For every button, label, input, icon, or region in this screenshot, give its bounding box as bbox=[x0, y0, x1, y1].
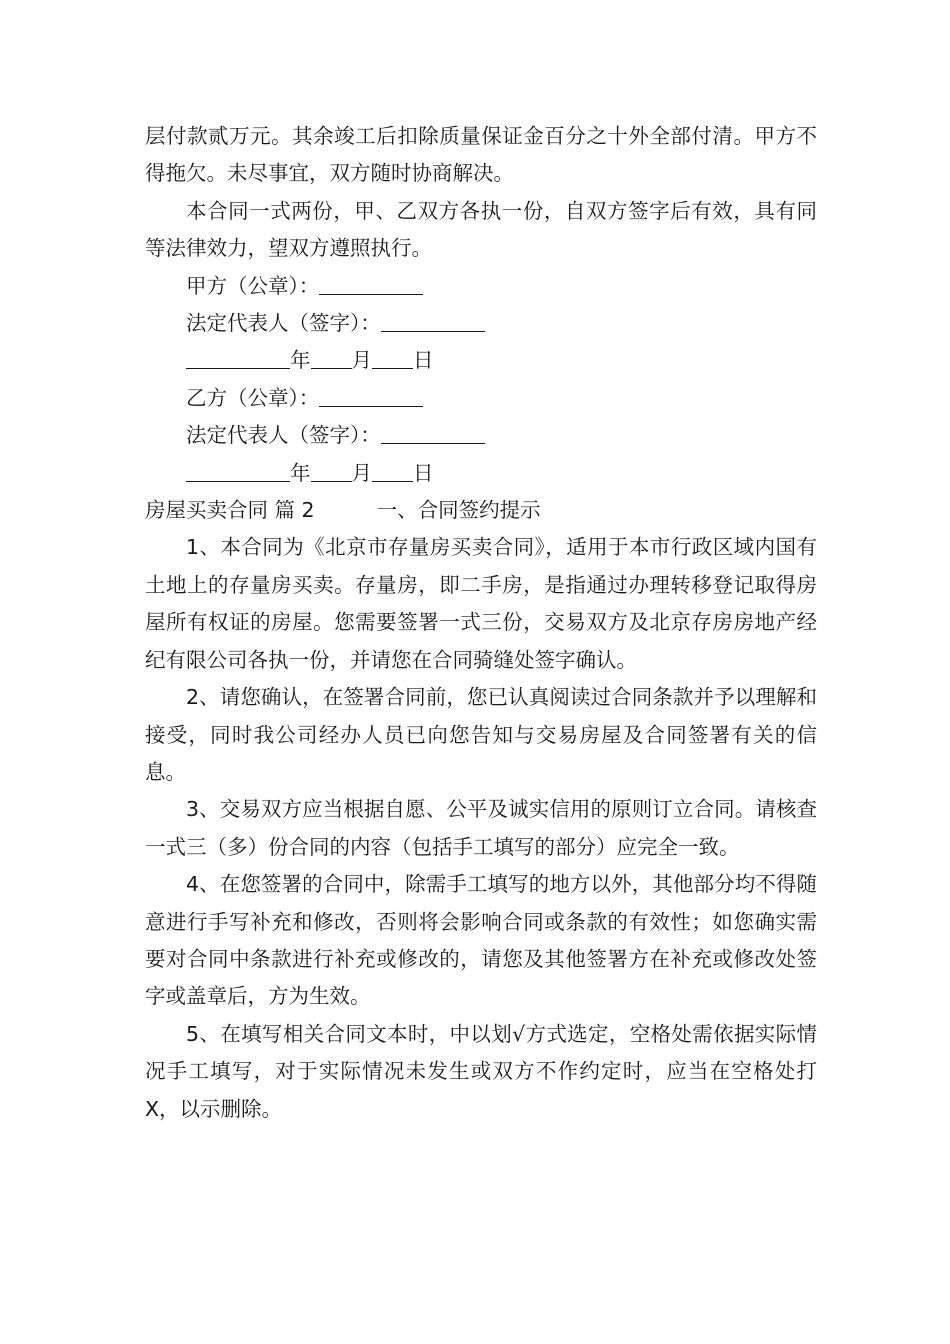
party-a-label: 甲方（公章）： bbox=[186, 273, 320, 298]
year-blank bbox=[186, 459, 290, 482]
rep-a-signature-line bbox=[145, 305, 817, 342]
list-item: 5、在填写相关合同文本时，中以划√方式选定，空格处需依据实际情况手工填写，对于实际情况未发生或双方不作约定时，应当在空格处打 X，以示删除。 bbox=[145, 1021, 817, 1121]
section-title: 房屋买卖合同 篇 2 bbox=[145, 498, 315, 523]
year-label: 年 bbox=[290, 348, 311, 373]
rep-a-label: 法定代表人（签字）： bbox=[186, 311, 381, 336]
year-blank bbox=[186, 346, 290, 369]
date-a-line bbox=[145, 342, 817, 379]
rep-b-blank bbox=[381, 421, 485, 444]
rep-b-signature-line bbox=[145, 417, 817, 454]
list-item: 1、本合同为《北京市存量房买卖合同》，适用于本市行政区域内国有土地上的存量房买卖。存量房，即二手房，是指通过办理转移登记取得房屋所有权证的房屋。您需要签署一式三份，交易双方及北京存房房地产经纪有限公司各执一份，并请您在合同骑缝处签字确认。 bbox=[145, 535, 817, 672]
date-b-line bbox=[145, 455, 817, 492]
rep-b-label: 法定代表人（签字）： bbox=[186, 423, 381, 448]
rep-a-blank bbox=[381, 309, 485, 332]
party-a-blank bbox=[319, 272, 423, 295]
day-label: 日 bbox=[413, 348, 434, 373]
month-label: 月 bbox=[351, 348, 372, 373]
month-blank bbox=[311, 459, 352, 482]
list-item: 2、请您确认，在签署合同前，您已认真阅读过合同条款并予以理解和接受，同时我公司经办人员已向您告知与交易房屋及合同签署有关的信息。 bbox=[145, 685, 817, 784]
month-label: 月 bbox=[351, 460, 372, 485]
document-body bbox=[145, 118, 817, 1128]
list-item: 4、在您签署的合同中，除需手工填写的地方以外，其他部分均不得随意进行手写补充和修改，否则将会影响合同或条款的有效性；如您确实需要对合同中条款进行补充或修改的，请您及其他签署方在补充或修改处签字或盖章后，方为生效。 bbox=[145, 872, 817, 1009]
list-item: 3、交易双方应当根据自愿、公平及诚实信用的原则订立合同。请核查一式三（多）份合同的内容（包括手工填写的部分）应完全一致。 bbox=[145, 797, 817, 859]
payment-terms-paragraph: 层付款贰万元。其余竣工后扣除质量保证金百分之十外全部付清。甲方不得拖欠。未尽事宜，双方随时协商解决。 bbox=[145, 124, 817, 186]
party-b-seal-line bbox=[145, 380, 817, 417]
party-b-label: 乙方（公章）： bbox=[186, 385, 320, 410]
day-blank bbox=[372, 346, 413, 369]
validity-paragraph: 本合同一式两份，甲、乙双方各执一份，自双方签字后有效，具有同等法律效力，望双方遵照执行。 bbox=[145, 198, 817, 261]
day-blank bbox=[372, 459, 413, 482]
section-heading bbox=[145, 492, 817, 529]
month-blank bbox=[311, 346, 352, 369]
party-b-blank bbox=[319, 384, 423, 407]
party-a-seal-line bbox=[145, 268, 817, 305]
section-subtitle: 一、合同签约提示 bbox=[376, 498, 541, 523]
year-label: 年 bbox=[290, 460, 311, 485]
day-label: 日 bbox=[413, 460, 434, 485]
